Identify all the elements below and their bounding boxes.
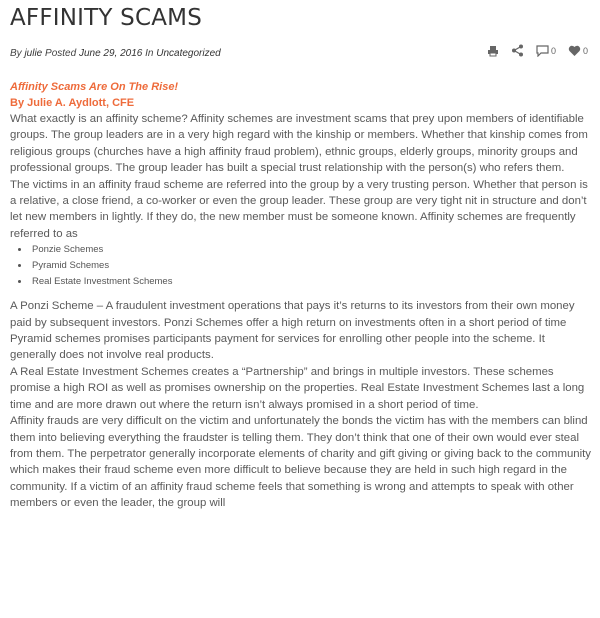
in-label: In [145, 48, 154, 59]
scheme-list [10, 242, 592, 290]
post-subtitle: Affinity Scams Are On The Rise! [10, 81, 179, 93]
list-item: • Pyramid Schemes [30, 258, 592, 274]
by-label: By [10, 48, 22, 59]
comment-icon [536, 45, 549, 57]
likes-count: 0 [582, 45, 588, 56]
post-title: AFFINITY SCAMS [10, 5, 203, 31]
paragraph: What exactly is an affinity scheme? Affinity schemes are investment scams that prey upon members of identifiable groups. The group leaders are in a very high regard with the kinship or members. Whether that kinship comes from religious groups (churches have a high affinity fraud problem), ethnic groups, elderly groups, minority groups and professional groups. The group leader has built a special trust relationship with the person(s) who refers them. [10, 113, 588, 175]
post-byline: By Julie A. Aydlott, CFE [10, 97, 135, 109]
share-button[interactable] [511, 44, 524, 57]
share-icon [511, 44, 524, 57]
comments-button[interactable] [536, 45, 556, 57]
paragraph: Affinity frauds are very difficult on the victim and unfortunately the bonds the victim has with the members can blind them into believing everything the fraudster is telling them. They don’t think that one of their own would ever steal from them. The perpetrator generally incorporate elements of charity and gift giving or giving back to the community which makes their fraud scheme even more difficult to believe because they are held in such high regard in the community. If a victim of an affinity fraud scheme feels that something is wrong and attempts to speak with other members or even the leader, the group will [10, 415, 592, 510]
post-date[interactable]: June 29, 2016 [78, 48, 143, 59]
heart-icon [568, 45, 581, 57]
post-meta-row [10, 44, 592, 66]
paragraph: A Ponzi Scheme – A fraudulent investment operations that pays it’s returns to its investors from their own money paid by subsequent investors. Ponzi Schemes offer a high return on investments often in a short period of time [10, 300, 575, 329]
like-button[interactable] [568, 45, 588, 57]
paragraph: A Real Estate Investment Schemes creates a “Partnership” and brings in multiple investors. These schemes promise a high ROI as well as promises ownership on the properties. Real Estate Investment Schemes last a long time and are more drawn out where the return isn’t always promised in a short period of time. [10, 365, 585, 411]
paragraph: The victims in an affinity fraud scheme are referred into the group by a very trusting person. Whether that person is a relative, a close friend, a co-worker or even the group leader. These group are very tight nit in structure and don’t let new members in lightly. If they do, the new member must be someone known. Affinity schemes are frequently referred to as [10, 178, 588, 240]
category-link[interactable]: Uncategorized [156, 48, 221, 59]
author-link[interactable]: julie [24, 48, 43, 59]
print-icon [487, 45, 499, 57]
post-content [10, 80, 592, 512]
post-actions [487, 44, 588, 57]
list-item: • Ponzie Schemes [30, 242, 592, 258]
print-button[interactable] [487, 45, 499, 57]
posted-label: Posted [45, 48, 77, 59]
paragraph: Pyramid schemes promises participants payment for services for enrolling other people into the scheme. It generally does not involve real products. [10, 333, 545, 362]
post-meta [10, 48, 221, 59]
comments-count: 0 [550, 45, 556, 56]
list-item: • Real Estate Investment Schemes [30, 274, 592, 290]
